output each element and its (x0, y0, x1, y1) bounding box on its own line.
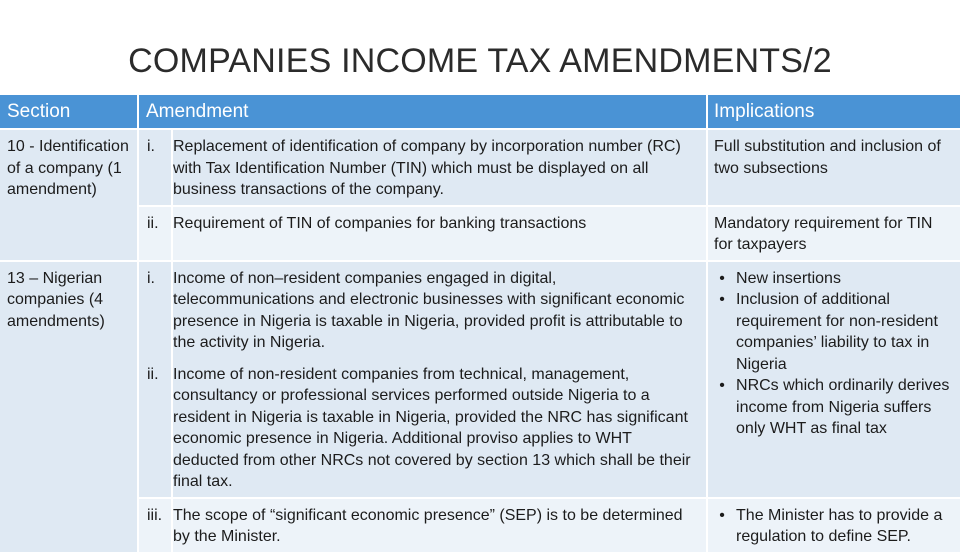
table-row (0, 206, 960, 261)
amendment-number: i. (138, 129, 172, 206)
table-header-row (0, 95, 960, 129)
list-item: • The Minister has to provide a regulation to define SEP. (719, 506, 943, 545)
implication-cell: Full substitution and inclusion of two subsections (707, 129, 960, 206)
amendment-number: i. (138, 261, 172, 358)
bullet-text: The Minister has to provide a regulation to define SEP. (736, 506, 943, 545)
amendment-text: Income of non–resident companies engaged in digital, telecommunications and electronic businesses with significant economic presence in Nigeria is taxable in Nigeria, provided profit is attributable to the activity in Nigeria. (172, 261, 707, 358)
amendment-text: The scope of “significant economic presence” (SEP) is to be determined by the Minister. (172, 498, 707, 552)
table-row (0, 129, 960, 206)
section-cell: 10 - Identification of a company (1 amendment) (0, 129, 138, 261)
list-item: • Inclusion of additional requirement for non-resident companies’ liability to tax in Nigeria (719, 291, 938, 373)
bullet-text: New insertions (736, 269, 841, 287)
amendment-number: ii. (138, 358, 172, 498)
table-row (0, 498, 960, 552)
header-section: Section (0, 95, 138, 129)
implication-bullet-list (714, 505, 952, 548)
bullet-text: NRCs which ordinarily derives income from Nigeria suffers only WHT as final tax (736, 377, 950, 437)
list-item: • New insertions (719, 269, 841, 287)
bullet-text: Inclusion of additional requirement for non-resident companies’ liability to tax in Nigeria (736, 291, 938, 373)
slide-title: COMPANIES INCOME TAX AMENDMENTS/2 (128, 42, 832, 80)
amendment-text: Requirement of TIN of companies for banking transactions (172, 206, 707, 261)
implication-cell (707, 261, 960, 498)
amendment-text: Replacement of identification of company by incorporation number (RC) with Tax Identification Number (TIN) which must be displayed on all business transactions of the company. (172, 129, 707, 206)
table-row (0, 261, 960, 358)
list-item: • NRCs which ordinarily derives income from Nigeria suffers only WHT as final tax (719, 377, 950, 437)
amendment-number: iii. (138, 498, 172, 552)
amendment-text: Income of non-resident companies from technical, management, consultancy or professional services performed outside Nigeria to a resident in Nigeria is taxable in Nigeria, provided the NRC has significant economic presence in Nigeria. Additional proviso applies to WHT deducted from other NRCs not covered by section 13 which shall be their final tax. (172, 358, 707, 498)
implication-bullet-list (714, 268, 952, 440)
amendments-table (0, 95, 960, 552)
header-amendment: Amendment (138, 95, 707, 129)
amendment-number: ii. (138, 206, 172, 261)
section-cell: 13 – Nigerian companies (4 amendments) (0, 261, 138, 552)
implication-cell (707, 498, 960, 552)
implication-cell: Mandatory requirement for TIN for taxpayers (707, 206, 960, 261)
header-implications: Implications (707, 95, 960, 129)
